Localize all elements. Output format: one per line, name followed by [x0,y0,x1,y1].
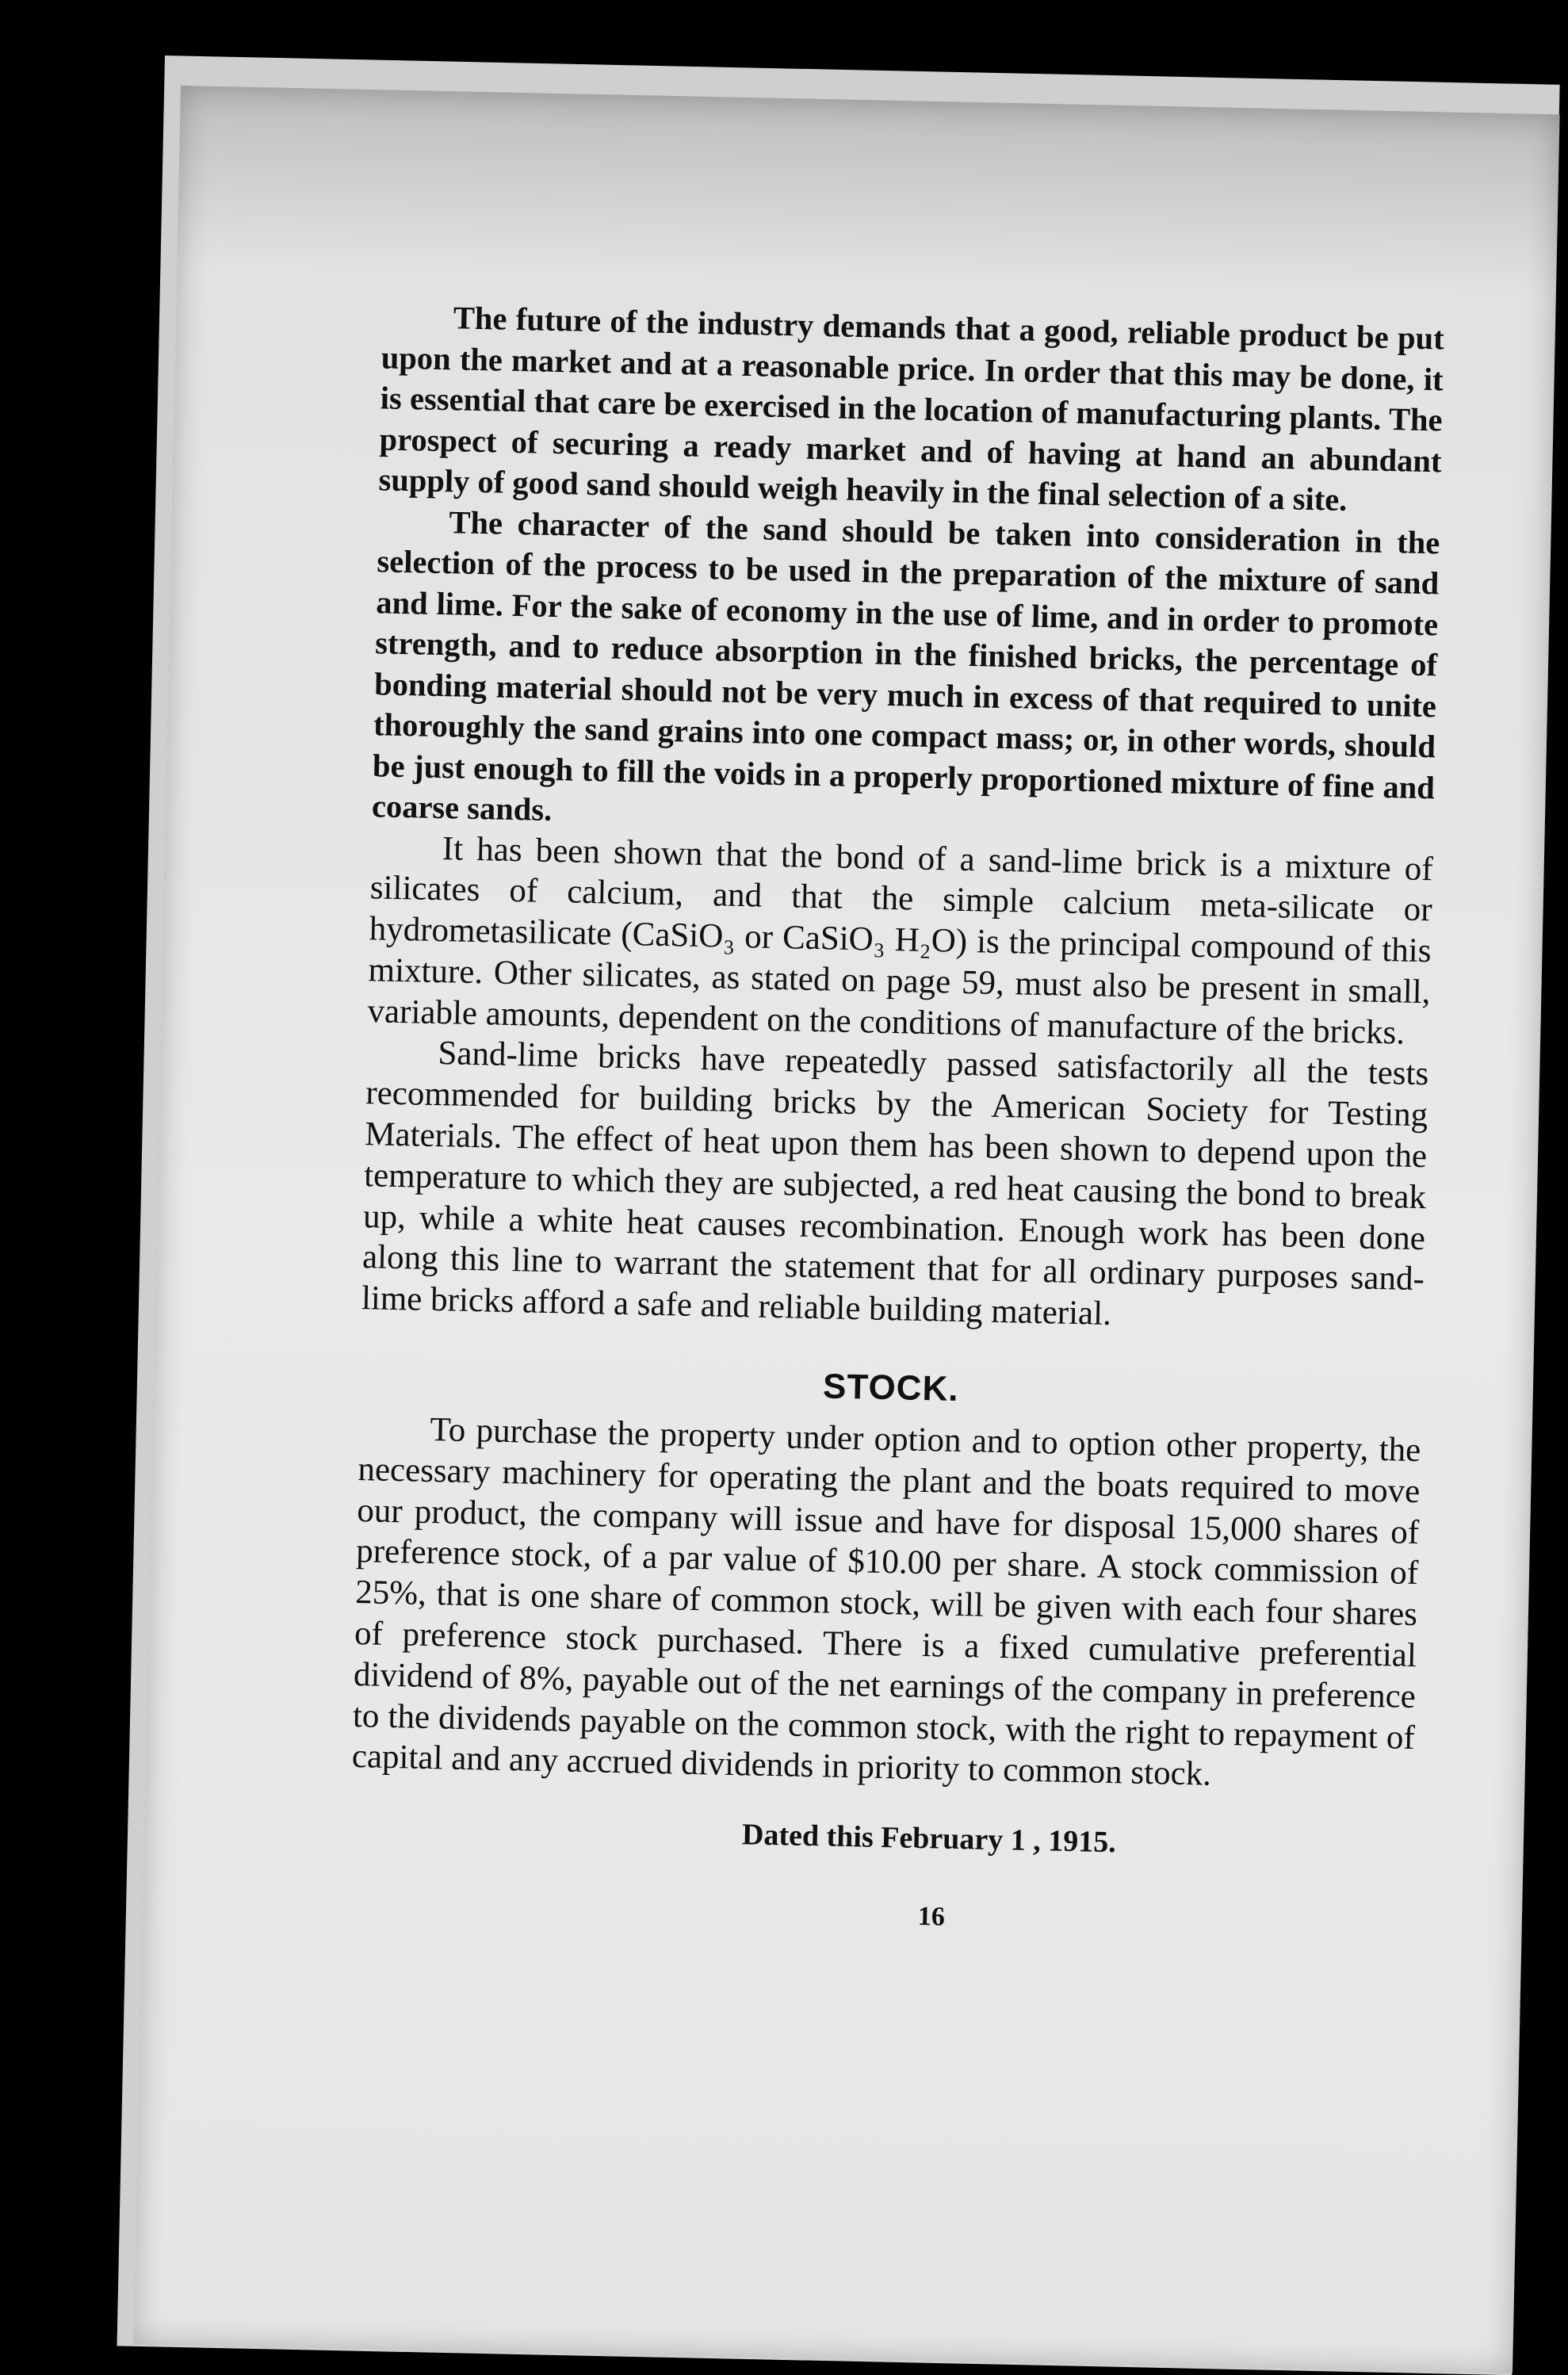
dated-line: Dated this February 1 , 1915. [741,1818,1117,1860]
paragraph-industry-future: The future of the industry demands that a good, reliable product be put upon the market and at a reasonable price. In order that this may be done, it is essential that care be exercised in the location of manufacturing plants. The prospect of securing a ready market and of having at hand an abundant supply of good sand should weigh heavily in the final selection of a site. [378,300,1445,518]
stock-section [351,1408,1421,1799]
page-content [349,296,1445,1942]
page-number: 16 [917,1902,946,1932]
section-heading-stock: STOCK. [822,1367,960,1409]
bond-section [361,827,1433,1341]
paragraph-sand-character: The character of the sand should be taken into consideration in the selection of the process to be used in the preparation of the mixture of sand and lime. For the sake of economy in the use of lime, and in order to promote strength, and to reduce absorption in the finished bricks, the percentage of bonding material should not be very much in excess of that required to unite thoroughly the sand grains into one compact mass; or, in other words, should be just enough to fill the voids in a properly proportioned mixture of fine and coarse sands. [371,503,1440,828]
paragraph-tests-passed: Sand-lime bricks have repeatedly passed satisfactorily all the tests recommended for building bricks by the American Society for Testing Materials. The effect of heat upon them has been shown to depend upon the temperature to which they are subjected, a red heat causing the bond to break up, while a white heat causes recombination. Enough work has been done along this line to warrant the statement that for all ordinary purposes sand-lime bricks afford a safe and reliable building material. [361,1035,1429,1333]
intro-section [371,296,1444,848]
document-page [133,86,1559,2373]
paragraph-stock-details: To purchase the property under option and to option other property, the necessary machinery for operating the plant and the boats required to move our product, the company will issue and have for disposal 15,000 shares of preference stock, of a par value of $10.00 per share. A stock commission of 25%, that is one share of common stock, will be given with each four shares of preference stock purchased. There is a fixed cumulative preferential dividend of 8%, payable out of the net earnings of the company in preference to the dividends payable on the common stock, with the right to repayment of capital and any accrued dividends in priority to common stock. [351,1411,1421,1794]
paragraph-bond-silicates: It has been shown that the bond of a sand-lime brick is a mixture of silicates of calcium, and that the simple calcium meta-silicate or hydrometasilicate (CaSiO₃ or CaSiO₃ H₂O) is the principal compound of this mixture. Other silicates, as stated on page 59, must also be present in small, variable amounts, dependent on the conditions of manufacture of the bricks. [367,829,1434,1052]
